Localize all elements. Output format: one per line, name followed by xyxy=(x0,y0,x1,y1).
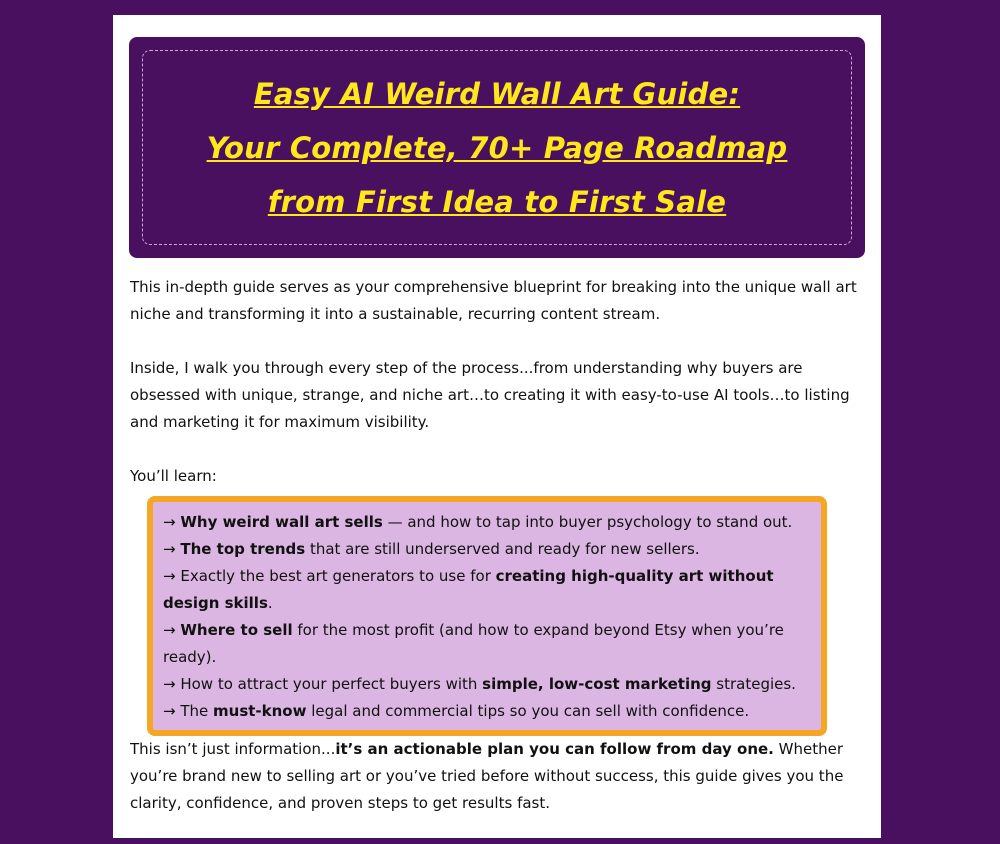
closing-pre: This isn’t just information... xyxy=(130,740,336,758)
arrow-icon: → xyxy=(163,513,181,531)
learn-item xyxy=(163,509,809,536)
arrow-icon: → xyxy=(163,702,181,720)
headline-line-2: Your Complete, 70+ Page Roadmap xyxy=(206,130,788,165)
learn-item-post: — and how to tap into buyer psychology to stand out. xyxy=(382,513,793,531)
arrow-icon: → xyxy=(163,621,181,639)
learn-item-bold: must-know xyxy=(213,702,307,720)
learn-item-bold: Where to sell xyxy=(180,621,293,639)
closing-bold: it’s an actionable plan you can follow from day one. xyxy=(335,740,774,758)
arrow-icon: → xyxy=(163,540,181,558)
learn-item xyxy=(163,617,809,671)
learn-item-post: strategies. xyxy=(711,675,796,693)
closing-paragraph xyxy=(130,736,860,817)
learn-item-post: . xyxy=(267,594,273,612)
learn-callout-box xyxy=(147,496,827,736)
article-body xyxy=(130,274,860,844)
page-card xyxy=(113,15,881,838)
learn-heading: You’ll learn: xyxy=(130,467,217,485)
intro-paragraph-1: This in-depth guide serves as your comprehensive blueprint for breaking into the unique wall art niche and transforming it into a sustainable, recurring content stream. xyxy=(130,278,857,323)
learn-item-post: that are still underserved and ready for new sellers. xyxy=(305,540,700,558)
learn-item xyxy=(163,671,809,698)
learn-item-bold: creating high-quality art without design skills xyxy=(163,567,774,612)
closing-post: Whether you’re brand new to selling art or you’ve tried before without success, this guide gives you the clarity, confidence, and proven steps to get results fast. xyxy=(130,740,844,812)
arrow-icon: → xyxy=(163,567,181,585)
headline-line-3: from First Idea to First Sale xyxy=(267,184,727,219)
learn-item xyxy=(163,698,809,725)
hero-banner xyxy=(129,37,865,258)
learn-item-bold: The top trends xyxy=(180,540,306,558)
learn-item-post: for the most profit (and how to expand beyond Etsy when you’re ready). xyxy=(163,621,784,666)
learn-item-pre: The xyxy=(180,702,214,720)
learn-item-pre: Exactly the best art generators to use for xyxy=(180,567,496,585)
hero-dashed-frame xyxy=(142,50,852,245)
learn-item-pre: How to attract your perfect buyers with xyxy=(180,675,483,693)
learn-item xyxy=(163,563,809,617)
learn-item-post: legal and commercial tips so you can sell with confidence. xyxy=(306,702,750,720)
learn-item-bold: simple, low-cost marketing xyxy=(482,675,712,693)
headline-line-1: Easy AI Weird Wall Art Guide: xyxy=(253,76,741,111)
intro-paragraph-2: Inside, I walk you through every step of the process...from understanding why buyers are obsessed with unique, strange, and niche art…to creating it with easy-to-use AI tools…to listing and marketing it for maximum visibility. xyxy=(130,359,850,431)
learn-item xyxy=(163,536,809,563)
arrow-icon: → xyxy=(163,675,181,693)
learn-item-bold: Why weird wall art sells xyxy=(180,513,383,531)
